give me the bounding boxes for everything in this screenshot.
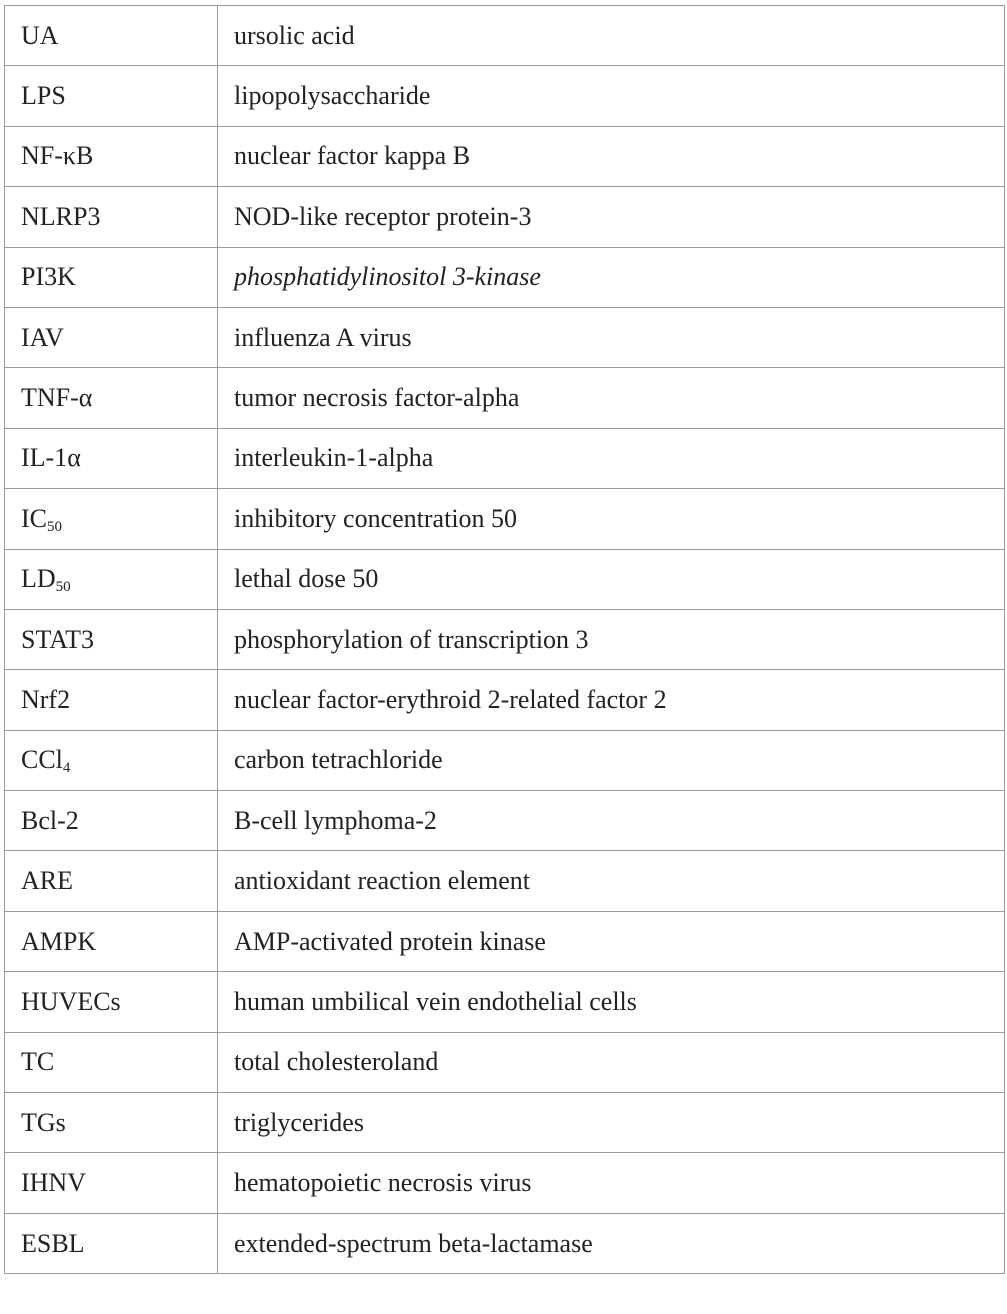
abbreviation-cell: Bcl-2 <box>5 791 218 851</box>
definition-cell: NOD-like receptor protein-3 <box>218 187 1005 247</box>
abbreviation-cell: PI3K <box>5 247 218 307</box>
table-row <box>5 368 1005 428</box>
table-row <box>5 6 1005 66</box>
definition-cell: extended-spectrum beta-lactamase <box>218 1213 1005 1273</box>
definition-cell: triglycerides <box>218 1093 1005 1153</box>
abbreviation-cell: ESBL <box>5 1213 218 1273</box>
definition-cell: phosphatidylinositol 3-kinase <box>218 247 1005 307</box>
abbreviation-cell: UA <box>5 6 218 66</box>
abbreviations-table <box>4 5 1005 1274</box>
abbreviation-cell: HUVECs <box>5 972 218 1032</box>
abbreviation-cell: $IC_{50}$ <box>5 489 218 549</box>
definition-cell: antioxidant reaction element <box>218 851 1005 911</box>
table-row <box>5 911 1005 971</box>
table-row <box>5 1093 1005 1153</box>
abbreviation-subscript: 50 <box>55 579 71 596</box>
table-row <box>5 1213 1005 1273</box>
table-row <box>5 187 1005 247</box>
abbreviation-cell: NF-κB <box>5 126 218 186</box>
table-row <box>5 247 1005 307</box>
definition-cell: nuclear factor kappa B <box>218 126 1005 186</box>
abbreviation-cell: Nrf2 <box>5 670 218 730</box>
table-row <box>5 791 1005 851</box>
definition-cell: lipopolysaccharide <box>218 66 1005 126</box>
table-row <box>5 307 1005 367</box>
abbreviation-cell: TC <box>5 1032 218 1092</box>
definition-cell: AMP-activated protein kinase <box>218 911 1005 971</box>
table-row <box>5 1032 1005 1092</box>
table-row <box>5 670 1005 730</box>
abbreviation-cell: TGs <box>5 1093 218 1153</box>
table-row <box>5 428 1005 488</box>
definition-cell: human umbilical vein endothelial cells <box>218 972 1005 1032</box>
table-row <box>5 489 1005 549</box>
abbreviation-cell: AMPK <box>5 911 218 971</box>
definition-cell: phosphorylation of transcription 3 <box>218 609 1005 669</box>
abbreviation-cell: CCl$_4$ <box>5 730 218 790</box>
abbreviation-cell: IHNV <box>5 1153 218 1213</box>
definition-cell: inhibitory concentration 50 <box>218 489 1005 549</box>
table-row <box>5 972 1005 1032</box>
table-row <box>5 126 1005 186</box>
table-row <box>5 549 1005 609</box>
abbreviation-cell: IL-1α <box>5 428 218 488</box>
table-row <box>5 1153 1005 1213</box>
abbreviation-cell: IAV <box>5 307 218 367</box>
abbreviation-cell: $LD_{50}$ <box>5 549 218 609</box>
definition-cell: B-cell lymphoma-2 <box>218 791 1005 851</box>
abbreviation-cell: TNF-α <box>5 368 218 428</box>
abbreviation-cell: NLRP3 <box>5 187 218 247</box>
table-row <box>5 66 1005 126</box>
definition-cell: tumor necrosis factor-alpha <box>218 368 1005 428</box>
definition-cell: ursolic acid <box>218 6 1005 66</box>
definition-cell: nuclear factor-erythroid 2-related factor 2 <box>218 670 1005 730</box>
table-row <box>5 730 1005 790</box>
table-row <box>5 609 1005 669</box>
definition-cell: hematopoietic necrosis virus <box>218 1153 1005 1213</box>
abbreviation-subscript: 50 <box>47 518 62 535</box>
abbreviation-cell: LPS <box>5 66 218 126</box>
abbreviation-subscript: 4 <box>62 760 71 777</box>
abbreviation-cell: ARE <box>5 851 218 911</box>
definition-cell: influenza A virus <box>218 307 1005 367</box>
table-row <box>5 851 1005 911</box>
definition-cell: interleukin-1-alpha <box>218 428 1005 488</box>
definition-cell: total cholesteroland <box>218 1032 1005 1092</box>
abbreviation-cell: STAT3 <box>5 609 218 669</box>
definition-cell: lethal dose 50 <box>218 549 1005 609</box>
definition-cell: carbon tetrachloride <box>218 730 1005 790</box>
